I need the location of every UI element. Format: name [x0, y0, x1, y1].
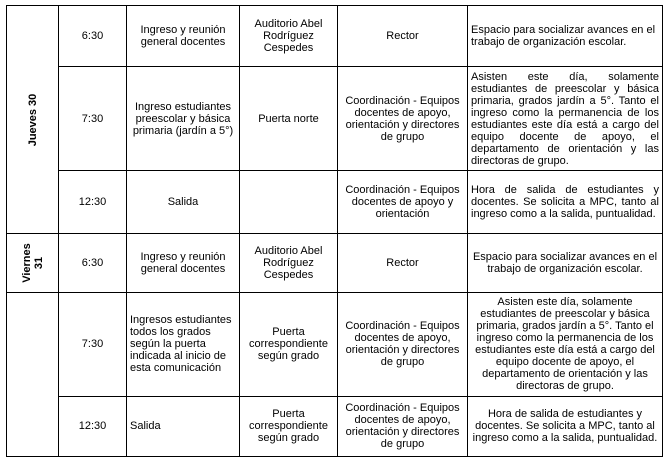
time-cell: 12:30 [59, 396, 127, 456]
responsible-cell: Coordinación - Equipos docentes de apoyo, orientación y directores de grupo [338, 67, 468, 171]
place-cell [240, 171, 338, 234]
notes-cell: Espacio para socializar avances en el trabajo de organización escolar. [468, 6, 663, 67]
responsible-cell: Coordinación - Equipos docentes de apoyo, orientación y directores de grupo [338, 396, 468, 456]
notes-cell: Asisten este día, solamente estudiantes de preescolar y básica primaria, grados jardín a 5°. Tanto el ingreso como la permanencia de los estudiantes este día está a cargo del equipo docente de apoyo, el departamento de orientación y las directoras de grupo. [468, 67, 663, 171]
day-cell-thursday [7, 6, 59, 234]
time-cell: 6:30 [59, 6, 127, 67]
responsible-cell: Rector [338, 234, 468, 292]
table-row [7, 6, 663, 67]
day-cell-friday [7, 234, 59, 292]
responsible-cell: Coordinación - Equipos docentes de apoyo y orientación [338, 171, 468, 234]
schedule-table [6, 5, 663, 457]
day-cell-friday-cont [7, 292, 59, 456]
time-cell: 6:30 [59, 234, 127, 292]
activity-cell: Salida [127, 171, 240, 234]
notes-cell: Hora de salida de estudiantes y docentes. Se solicita a MPC, tanto al ingreso como a la salida, puntualidad. [468, 396, 663, 456]
table-row [7, 396, 663, 456]
notes-cell: Asisten este día, solamente estudiantes de preescolar y básica primaria, grados jardín a 5°. Tanto el ingreso como la permanencia de los estudiantes este día está a cargo del equipo docente de apoyo, el departamento de orientación y las directoras de grupo. [468, 292, 663, 396]
responsible-cell: Rector [338, 6, 468, 67]
table-row [7, 292, 663, 396]
place-cell: Auditorio Abel Rodríguez Cespedes [240, 234, 338, 292]
notes-cell: Espacio para socializar avances en el trabajo de organización escolar. [468, 234, 663, 292]
day-label-friday: Viernes 31 [20, 243, 45, 283]
activity-cell: Ingreso y reunión general docentes [127, 6, 240, 67]
table-row [7, 234, 663, 292]
table-row [7, 67, 663, 171]
activity-cell: Ingreso y reunión general docentes [127, 234, 240, 292]
activity-cell: Ingreso estudiantes preescolar y básica primaria (jardín a 5°) [127, 67, 240, 171]
notes-cell: Hora de salida de estudiantes y docentes. Se solicita a MPC, tanto al ingreso como a la salida, puntualidad. [468, 171, 663, 234]
place-cell: Puerta norte [240, 67, 338, 171]
place-cell: Puerta correspondiente según grado [240, 396, 338, 456]
table-row [7, 171, 663, 234]
activity-cell: Ingresos estudiantes todos los grados según la puerta indicada al inicio de esta comunicación [127, 292, 240, 396]
place-cell: Auditorio Abel Rodríguez Cespedes [240, 6, 338, 67]
time-cell: 7:30 [59, 67, 127, 171]
place-cell: Puerta correspondiente según grado [240, 292, 338, 396]
activity-cell: Salida [127, 396, 240, 456]
time-cell: 7:30 [59, 292, 127, 396]
time-cell: 12:30 [59, 171, 127, 234]
day-label-thursday: Jueves 30 [26, 93, 39, 147]
responsible-cell: Coordinación - Equipos docentes de apoyo, orientación y directores de grupo [338, 292, 468, 396]
